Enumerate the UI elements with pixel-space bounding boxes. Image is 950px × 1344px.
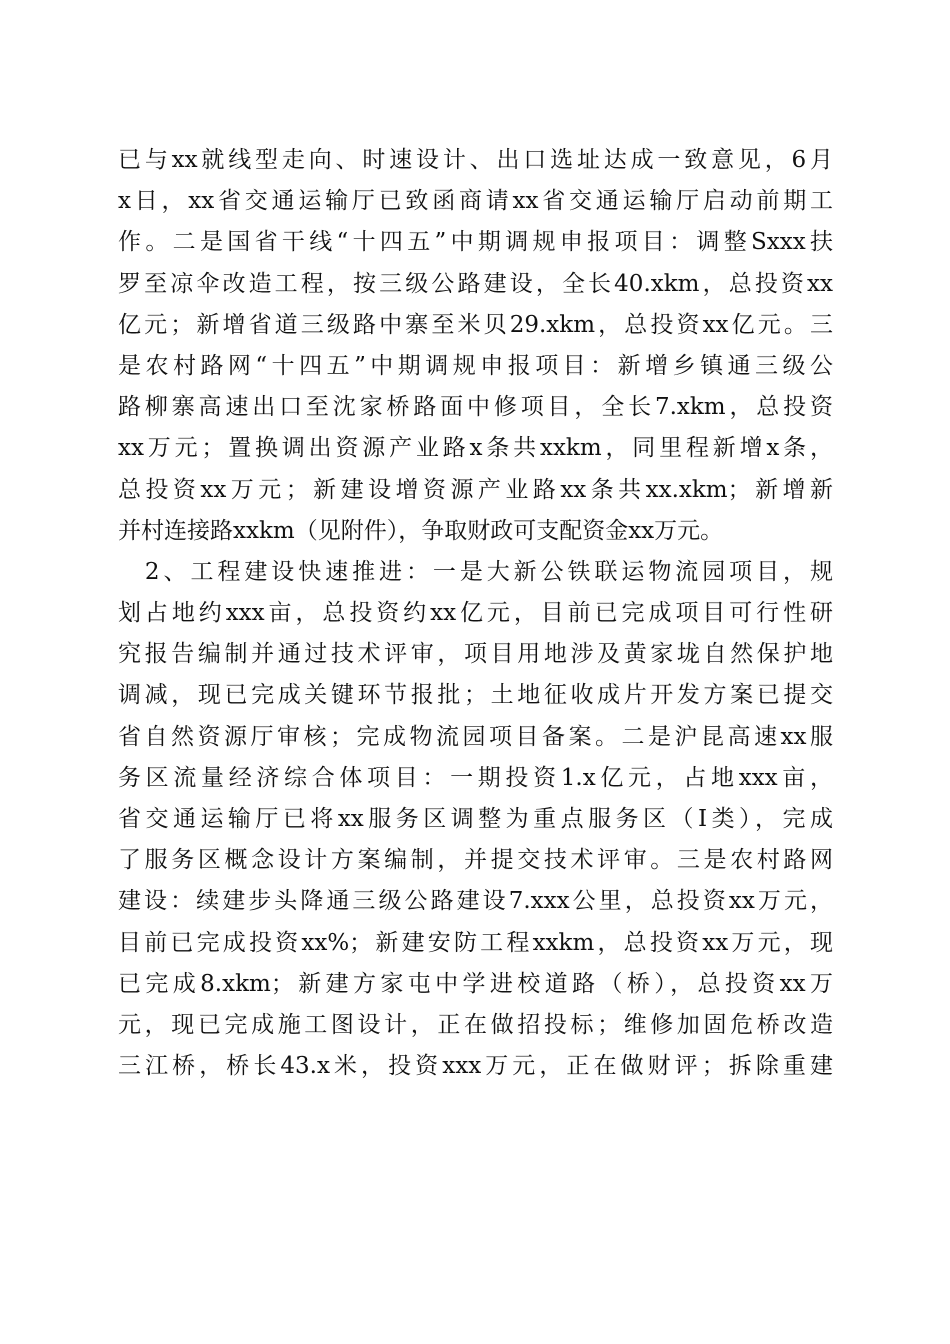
text-line: 总投资xx万元；新建设增资源产业路xx条共xx.xkm；新增新 xyxy=(118,476,833,503)
text-line: 亿元；新增省道三级路中寨至米贝29.xkm，总投资xx亿元。三 xyxy=(118,311,833,338)
text-line: 目前已完成投资xx%；新建安防工程xxkm，总投资xx万元，现 xyxy=(118,929,833,956)
document-body xyxy=(118,140,833,1087)
paragraph-1 xyxy=(118,140,833,552)
text-line: 2、工程建设快速推进：一是大新公铁联运物流园项目，规 xyxy=(118,558,833,585)
text-line: 划占地约xxx亩，总投资约xx亿元，目前已完成项目可行性研 xyxy=(118,600,833,627)
text-line: x日，xx省交通运输厅已致函商请xx省交通运输厅启动前期工 xyxy=(118,188,833,215)
text-line: 究报告编制并通过技术评审，项目用地涉及黄家垅自然保护地 xyxy=(118,641,833,668)
text-line: 建设：续建步头降通三级公路建设7.xxx公里，总投资xx万元， xyxy=(118,888,833,915)
text-line: 并村连接路xxkm（见附件），争取财政可支配资金xx万元。 xyxy=(118,517,724,544)
text-line: 是农村路网“十四五”中期调规申报项目：新增乡镇通三级公 xyxy=(118,352,833,379)
text-line: 已完成8.xkm；新建方家屯中学进校道路（桥），总投资xx万 xyxy=(118,970,833,997)
text-line: xx万元；置换调出资源产业路x条共xxkm，同里程新增x条， xyxy=(118,435,833,462)
text-line: 省交通运输厅已将xx服务区调整为重点服务区（I类），完成 xyxy=(118,806,833,832)
text-line: 三江桥，桥长43.x米，投资xxx万元，正在做财评；拆除重建 xyxy=(118,1053,833,1080)
text-line: 作。二是国省干线“十四五”中期调规申报项目：调整Sxxx扶 xyxy=(118,229,833,256)
text-line: 省自然资源厅审核；完成物流园项目备案。二是沪昆高速xx服 xyxy=(118,723,833,750)
text-line: 元，现已完成施工图设计，正在做招投标；维修加固危桥改造 xyxy=(118,1011,833,1038)
text-line: 调减，现已完成关键环节报批；土地征收成片开发方案已提交 xyxy=(118,682,833,709)
text-line: 已与xx就线型走向、时速设计、出口选址达成一致意见，6月 xyxy=(118,147,833,173)
text-line: 务区流量经济综合体项目：一期投资1.x亿元，占地xxx亩， xyxy=(118,764,833,791)
text-line: 了服务区概念设计方案编制，并提交技术评审。三是农村路网 xyxy=(118,847,833,874)
text-line: 路柳寨高速出口至沈家桥路面中修项目，全长7.xkm，总投资 xyxy=(118,394,833,421)
paragraph-2 xyxy=(118,552,833,1087)
text-line: 罗至凉伞改造工程，按三级公路建设，全长40.xkm，总投资xx xyxy=(118,270,833,297)
